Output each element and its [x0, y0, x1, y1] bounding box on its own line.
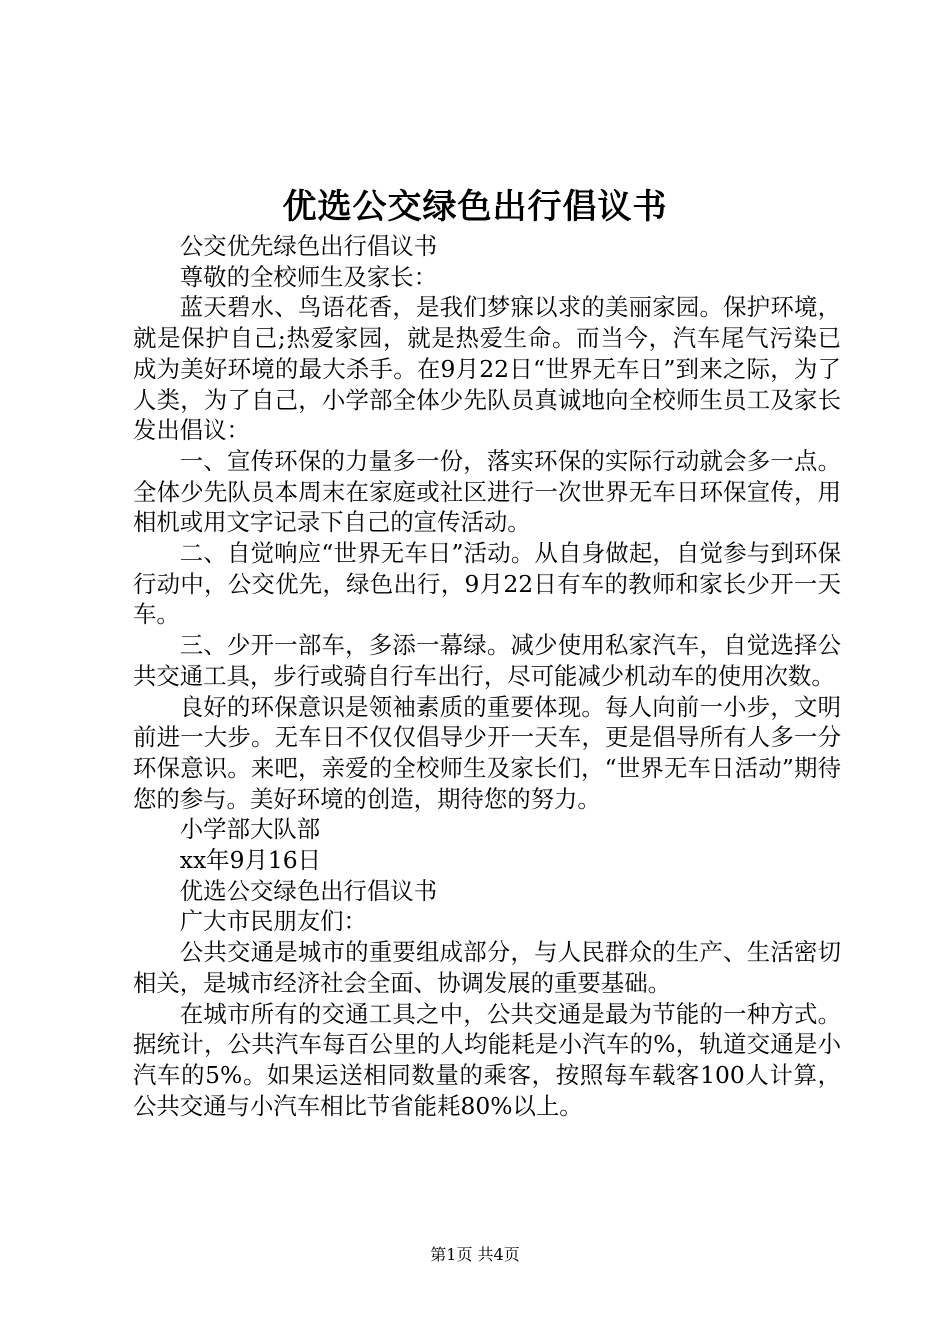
paragraph-subtitle-2: 优选公交绿色出行倡议书	[179, 876, 438, 905]
paragraph-salutation-1: 尊敬的全校师生及家长：	[179, 262, 438, 291]
paragraph-subtitle-1: 公交优先绿色出行倡议书	[179, 232, 438, 260]
paragraph-public-transport-1: 公共交通是城市的重要组成部分，与人民群众的生产、生活密切相关，是城市经济社会全面、协调发展的重要基础。	[133, 938, 841, 997]
paragraph-closing: 良好的环保意识是领袖素质的重要体现。每人向前一小步，文明前进一大步。无车日不仅仅倡导少开一天车，更是倡导所有人多一分环保意识。来吧，亲爱的全校师生及家长们，“世界无车日活动”期待您的参与。美好环境的创造，期待您的努力。	[133, 692, 841, 813]
paragraph-public-transport-2: 在城市所有的交通工具之中，公共交通是最为节能的一种方式。据统计，公共汽车每百公里的人均能耗是小汽车的%，轨道交通是小汽车的5%。如果运送相同数量的乘客，按照每车载客100人计算，公共交通与小汽车相比节省能耗80%以上。	[133, 999, 841, 1120]
document-body	[133, 231, 841, 1121]
paragraph-signature: 小学部大队部	[179, 815, 321, 844]
document-title: 优选公交绿色出行倡议书	[282, 187, 668, 227]
paragraph-salutation-2: 广大市民朋友们：	[179, 907, 367, 936]
paragraph-proposal-1: 一、宣传环保的力量多一份，落实环保的实际行动就会多一点。全体少先队员本周末在家庭或社区进行一次世界无车日环保宣传，用相机或用文字记录下自己的宣传活动。	[133, 446, 841, 537]
paragraph-date: xx年9月16日	[179, 846, 321, 875]
paragraph-proposal-3: 三、少开一部车，多添一幕绿。减少使用私家汽车，自觉选择公共交通工具，步行或骑自行车出行，尽可能减少机动车的使用次数。	[133, 631, 841, 690]
page-number-footer: 第1页 共4页	[430, 1245, 520, 1264]
paragraph-proposal-2: 二、自觉响应“世界无车日”活动。从自身做起，自觉参与到环保行动中，公交优先，绿色出行，9月22日有车的教师和家长少开一天车。	[133, 539, 841, 629]
paragraph-intro: 蓝天碧水、鸟语花香，是我们梦寐以求的美丽家园。保护环境，就是保护自己;热爱家园，就是热爱生命。而当今，汽车尾气污染已成为美好环境的最大杀手。在9月22日“世界无车日”到来之际，为了人类，为了自己，小学部全体少先队员真诚地向全校师生员工及家长发出倡议：	[133, 293, 841, 445]
